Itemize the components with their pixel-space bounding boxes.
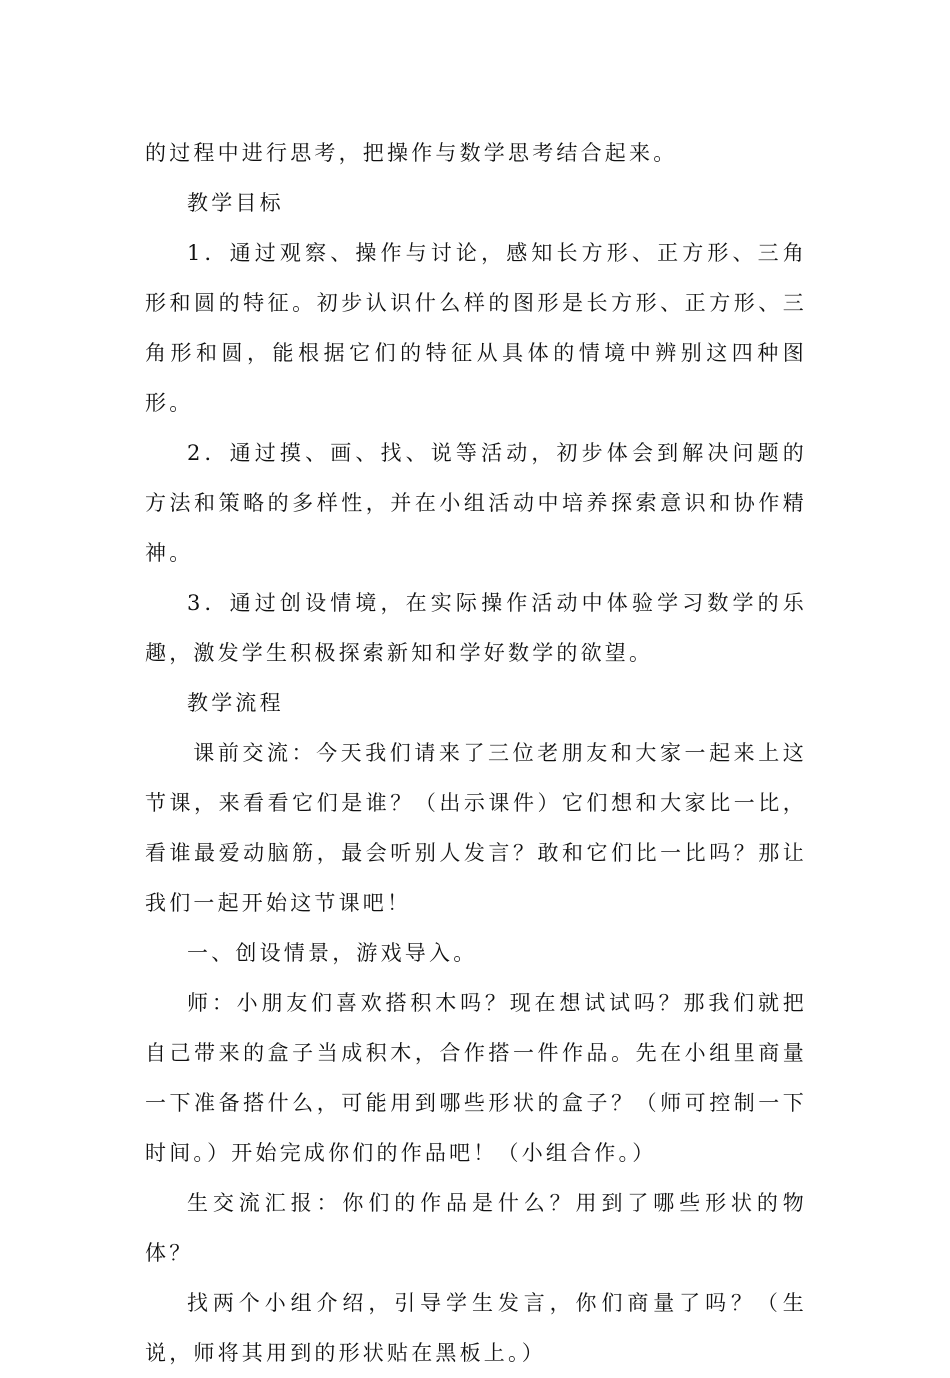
document-body xyxy=(145,128,807,1378)
goal-item-3: 3．通过创设情境，在实际操作活动中体验学习数学的乐趣，激发学生积极探索新知和学好数学的欲望。 xyxy=(145,591,807,665)
goal-item-1: 1．通过观察、操作与讨论，感知长方形、正方形、三角形和圆的特征。初步认识什么样的图形是长方形、正方形、三角形和圆，能根据它们的特征从具体的情境中辨别这四种图形。 xyxy=(145,241,807,415)
teacher-dialogue: 师：小朋友们喜欢搭积木吗？现在想试试吗？那我们就把自己带来的盒子当成积木，合作搭一件作品。先在小组里商量一下准备搭什么，可能用到哪些形状的盒子？（师可控制一下时间。）开始完成你们的作品吧！（小组合作。） xyxy=(145,991,807,1165)
pre-class-exchange: 课前交流：今天我们请来了三位老朋友和大家一起来上这节课，来看看它们是谁？（出示课件）它们想和大家比一比，看谁最爱动脑筋，最会听别人发言？敢和它们比一比吗？那让我们一起开始这节课吧！ xyxy=(145,741,807,915)
goal-item-2: 2．通过摸、画、找、说等活动，初步体会到解决问题的方法和策略的多样性，并在小组活动中培养探索意识和协作精神。 xyxy=(145,441,807,565)
group-introduction: 找两个小组介绍，引导学生发言，你们商量了吗？（生说，师将其用到的形状贴在黑板上。） xyxy=(145,1291,807,1365)
paragraph-continuation: 的过程中进行思考，把操作与数学思考结合起来。 xyxy=(145,141,678,165)
heading-teaching-goals: 教学目标 xyxy=(187,191,284,215)
heading-teaching-process: 教学流程 xyxy=(187,691,284,715)
student-report: 生交流汇报：你们的作品是什么？用到了哪些形状的物体？ xyxy=(145,1191,807,1265)
section-heading-1: 一、创设情景，游戏导入。 xyxy=(187,941,478,965)
